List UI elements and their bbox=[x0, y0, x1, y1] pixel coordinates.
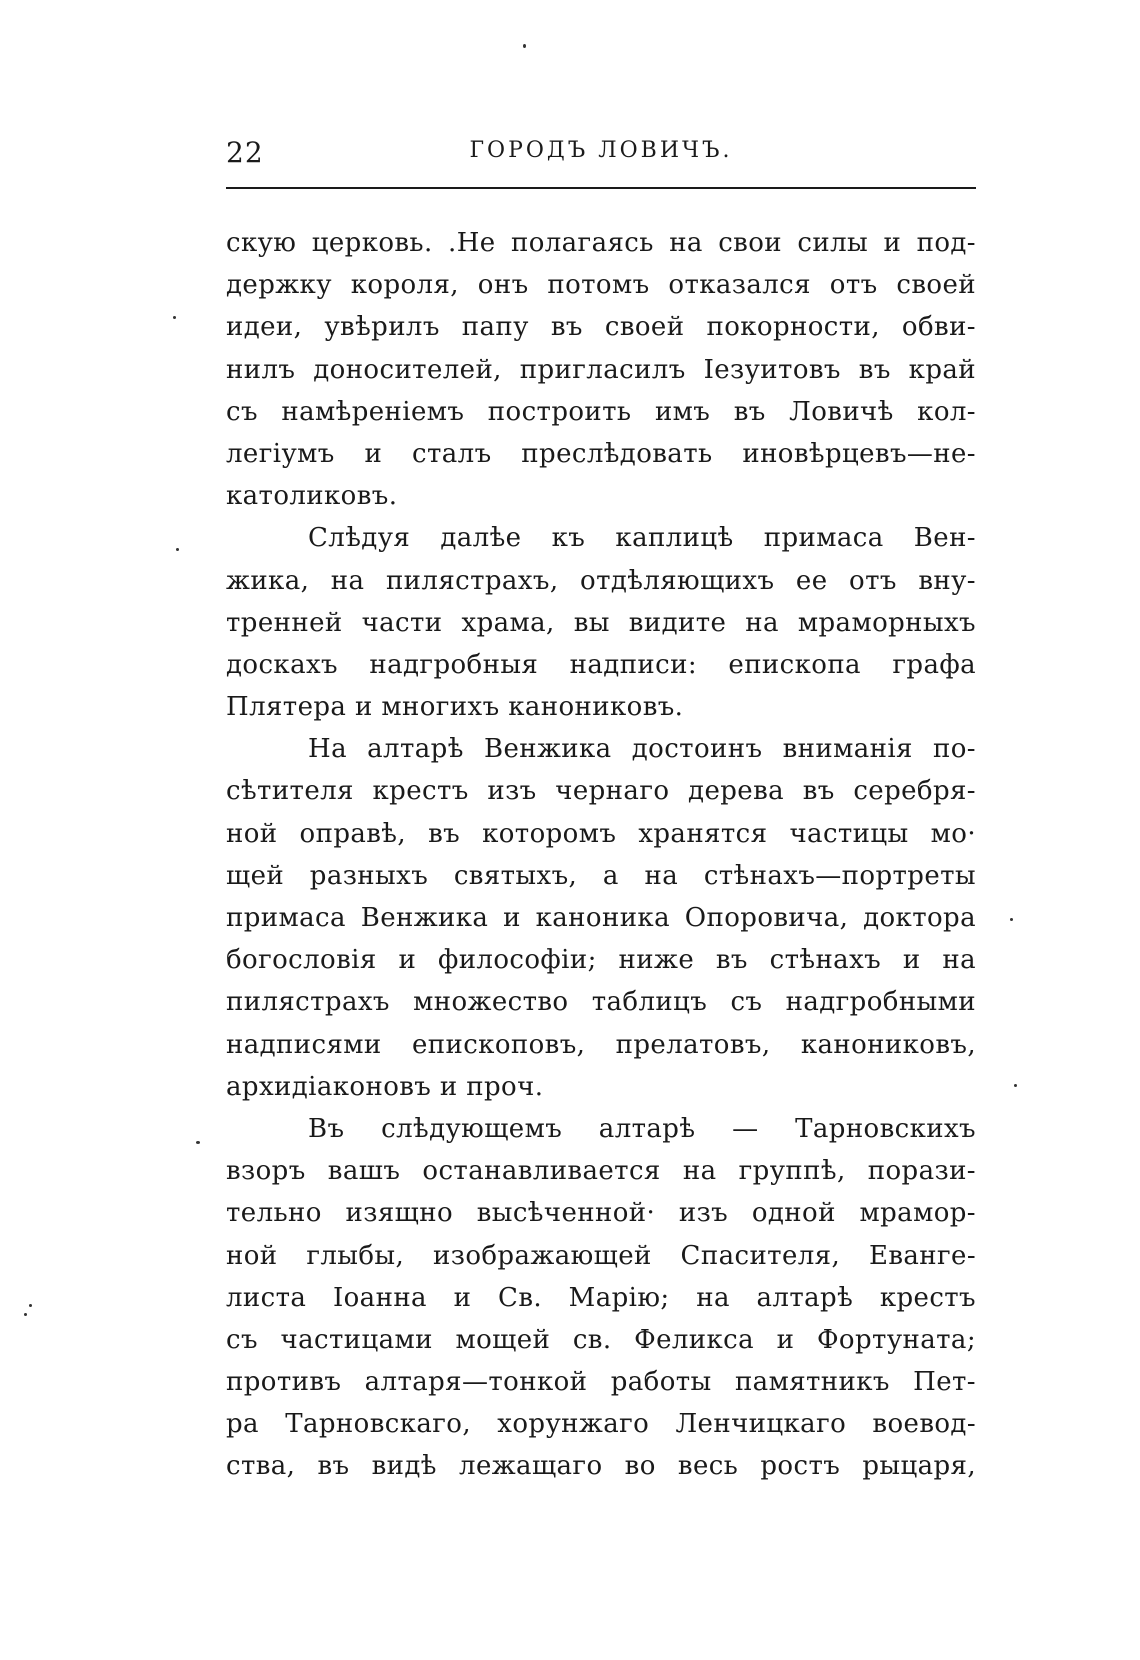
text-line: взоръ вашъ останавливается на группѣ, порази- bbox=[226, 1156, 976, 1187]
text-line: съ намѣреніемъ построить имъ въ Ловичѣ кол- bbox=[226, 396, 976, 427]
page-header bbox=[226, 132, 976, 176]
text-line: католиковъ. bbox=[226, 481, 398, 512]
text-line: держку короля, онъ потомъ отказался отъ своей bbox=[226, 270, 976, 301]
scan-speck bbox=[523, 44, 526, 48]
text-line: архидіаконовъ и проч. bbox=[226, 1071, 544, 1102]
running-title: ГОРОДЪ ЛОВИЧЪ. bbox=[469, 138, 733, 163]
text-line: На алтарѣ Венжика достоинъ вниманія по- bbox=[308, 734, 976, 765]
scan-speck bbox=[24, 1313, 27, 1316]
text-line: идеи, увѣрилъ папу въ своей покорности, обви- bbox=[226, 312, 976, 343]
text-line: листа Іоанна и Св. Марію; на алтарѣ крестъ bbox=[226, 1282, 976, 1313]
scan-speck bbox=[29, 1304, 32, 1307]
text-line: доскахъ надгробныя надписи: епископа графа bbox=[226, 649, 976, 680]
text-line: пилястрахъ множество таблицъ съ надгробными bbox=[226, 987, 976, 1018]
scan-speck bbox=[196, 1141, 200, 1144]
page-number: 22 bbox=[226, 136, 264, 169]
text-line: Плятера и многихъ канониковъ. bbox=[226, 692, 684, 723]
text-line: тренней части храма, вы видите на мраморныхъ bbox=[226, 607, 976, 638]
text-line: ства, въ видѣ лежащаго во весь ростъ рыцаря, bbox=[226, 1451, 976, 1482]
text-line: примаса Венжика и каноника Опоровича, доктора bbox=[226, 903, 976, 933]
scan-speck bbox=[173, 316, 176, 319]
body-text bbox=[226, 222, 976, 1488]
text-line: противъ алтаря—тонкой работы памятникъ Пет- bbox=[226, 1367, 976, 1398]
text-line: легіумъ и сталъ преслѣдовать иновѣрцевъ—не- bbox=[226, 438, 976, 469]
text-line: Въ слѣдующемъ алтарѣ — Тарновскихъ bbox=[308, 1113, 976, 1144]
scan-speck bbox=[176, 548, 179, 551]
text-line: тельно изящно высѣченной· изъ одной мрамор- bbox=[226, 1198, 976, 1229]
text-line: ной глыбы, изображающей Спасителя, Еванге- bbox=[226, 1240, 976, 1271]
scan-speck bbox=[1010, 918, 1013, 921]
text-line: щей разныхъ святыхъ, а на стѣнахъ—портреты bbox=[226, 860, 976, 891]
text-line: Слѣдуя далѣе къ каплицѣ примаса Вен- bbox=[308, 523, 976, 554]
text-line: нилъ доносителей, пригласилъ Іезуитовъ въ край bbox=[226, 354, 976, 385]
text-line: жика, на пилястрахъ, отдѣляющихъ ее отъ вну- bbox=[226, 565, 976, 596]
header-divider bbox=[226, 187, 976, 189]
text-line: сѣтителя крестъ изъ чернаго дерева въ серебря- bbox=[226, 776, 976, 807]
scan-speck bbox=[1014, 1084, 1017, 1087]
text-line: скую церковь. .Не полагаясь на свои силы и под- bbox=[226, 228, 976, 258]
text-line: надписями епископовъ, прелатовъ, канониковъ, bbox=[226, 1029, 976, 1060]
text-line: ра Тарновскаго, хорунжаго Ленчицкаго воевод- bbox=[226, 1409, 976, 1440]
text-line: богословія и философіи; ниже въ стѣнахъ и на bbox=[226, 945, 976, 976]
text-line: съ частицами мощей св. Феликса и Фортуната; bbox=[226, 1324, 976, 1355]
text-line: ной оправѣ, въ которомъ хранятся частицы мо· bbox=[226, 818, 976, 849]
